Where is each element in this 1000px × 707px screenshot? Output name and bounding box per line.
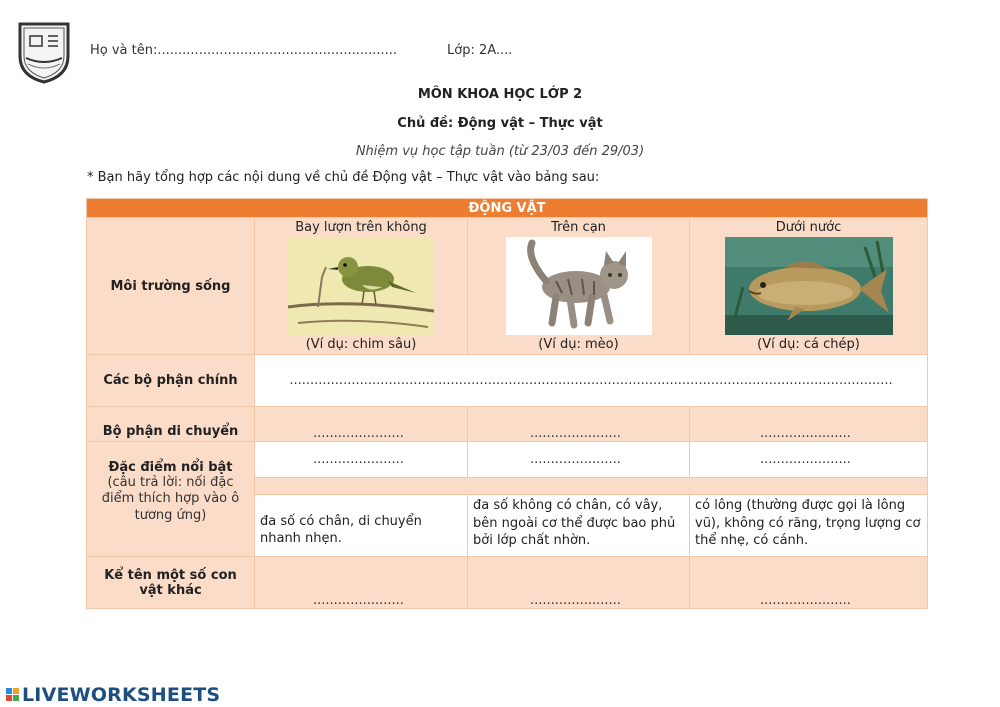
feature-gap xyxy=(255,478,928,495)
env-water-label: Dưới nước xyxy=(775,220,842,235)
feature-answer-3[interactable]: ...................... xyxy=(690,442,928,478)
other-answer-1[interactable]: ...................... xyxy=(255,557,468,609)
move-row xyxy=(87,407,928,442)
other-answer-3[interactable]: ...................... xyxy=(690,557,928,609)
feature-desc-3[interactable]: có lông (thường được gọi là lông vũ), không có răng, trọng lượng cơ thể nhẹ, có cánh. xyxy=(690,495,928,557)
env-land-example: (Ví dụ: mèo) xyxy=(538,337,619,352)
feature-answer-2[interactable]: ...................... xyxy=(468,442,690,478)
table-header-row xyxy=(87,199,928,218)
env-water-example: (Ví dụ: cá chép) xyxy=(757,337,860,352)
fish-photo-icon xyxy=(725,237,893,335)
liveworksheets-brand[interactable]: LIVEWORKSHEETS xyxy=(22,684,221,706)
parts-answer[interactable]: .................................................................................................................................................. xyxy=(255,355,928,407)
class-line: Lớp: 2A.... xyxy=(447,43,513,58)
table-header: ĐỘNG VẬT xyxy=(87,199,928,218)
env-land-cell xyxy=(468,218,690,355)
topic-title: Chủ đề: Động vật – Thực vật xyxy=(397,116,603,131)
feature-row-1 xyxy=(87,442,928,478)
other-answer-2[interactable]: ...................... xyxy=(468,557,690,609)
parts-row xyxy=(87,355,928,407)
feature-desc-1[interactable]: đa số có chân, di chuyển nhanh nhẹn. xyxy=(255,495,468,557)
env-label: Môi trường sống xyxy=(87,218,255,355)
name-line: Họ và tên:.......................................................... xyxy=(90,43,398,58)
env-land-label: Trên cạn xyxy=(551,220,606,235)
env-air-label: Bay lượn trên không xyxy=(295,220,427,235)
move-answer-3[interactable]: ...................... xyxy=(690,407,928,442)
school-logo xyxy=(12,18,76,84)
env-air-example: (Ví dụ: chim sâu) xyxy=(305,337,417,352)
cat-photo-icon xyxy=(506,237,652,335)
env-air-cell xyxy=(255,218,468,355)
intro-text: * Bạn hãy tổng hợp các nội dung về chủ đề Động vật – Thực vật vào bảng sau: xyxy=(87,170,600,185)
parts-label: Các bộ phận chính xyxy=(87,355,255,407)
env-water-cell xyxy=(690,218,928,355)
env-row xyxy=(87,218,928,355)
feature-desc-2[interactable]: đa số không có chân, có vây, bên ngoài cơ thể được bao phủ bởi lớp chất nhờn. xyxy=(468,495,690,557)
move-answer-1[interactable]: ...................... xyxy=(255,407,468,442)
animal-table xyxy=(86,198,928,609)
feature-sublabel: (câu trả lời: nối đặc điểm thích hợp vào ô tương ứng) xyxy=(101,475,240,523)
bird-photo-icon xyxy=(288,237,434,335)
other-row xyxy=(87,557,928,609)
subject-title: MÔN KHOA HỌC LỚP 2 xyxy=(417,87,583,102)
liveworksheets-logo-icon xyxy=(6,688,20,701)
feature-label-cell xyxy=(87,442,255,557)
task-subtitle: Nhiệm vụ học tập tuần (từ 23/03 đến 29/03) xyxy=(355,144,645,159)
feature-answer-1[interactable]: ...................... xyxy=(255,442,468,478)
feature-label: Đặc điểm nổi bật xyxy=(108,460,233,475)
other-label: Kể tên một số con vật khác xyxy=(87,557,255,609)
move-answer-2[interactable]: ...................... xyxy=(468,407,690,442)
move-label: Bộ phận di chuyển xyxy=(87,407,255,442)
